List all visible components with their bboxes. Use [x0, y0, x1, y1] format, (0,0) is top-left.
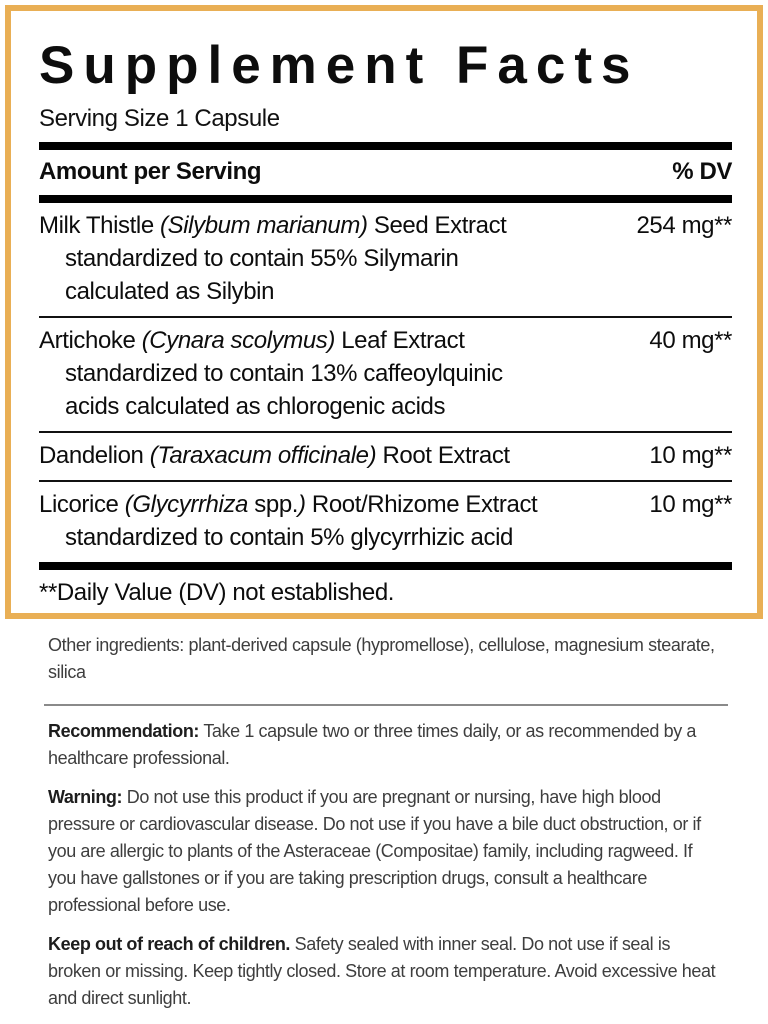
keep-out-of-reach-paragraph — [48, 931, 720, 1012]
ingredient-detail: acids calculated as chlorogenic acids — [65, 393, 446, 421]
ingredient-name: Licorice (Glycyrrhiza spp.) Root/Rhizome Extract — [39, 491, 538, 519]
ingredient-amount: 10 mg** — [649, 442, 732, 470]
ingredient-detail: standardized to contain 5% glycyrrhizic acid — [65, 524, 513, 552]
warning-label: Warning: — [48, 787, 123, 807]
other-ingredients: Other ingredients: plant-derived capsule (hypromellose), cellulose, magnesium stearate, silica — [48, 635, 715, 682]
thick-rule-top — [39, 142, 732, 150]
ingredient-name: Artichoke (Cynara scolymus) Leaf Extract — [39, 327, 465, 355]
table-row-licorice — [39, 482, 732, 562]
warning-paragraph — [48, 784, 720, 919]
panel-title: Supplement Facts — [39, 36, 640, 95]
amount-per-serving-header: Amount per Serving — [39, 158, 262, 186]
ingredient-name: Milk Thistle (Silybum marianum) Seed Extract — [39, 212, 507, 240]
table-row-milk-thistle — [39, 203, 732, 318]
ingredient-detail: calculated as Silybin — [65, 278, 275, 306]
keep-out-of-reach-label: Keep out of reach of children. — [48, 934, 291, 954]
recommendation-paragraph — [48, 718, 720, 772]
table-row-artichoke — [39, 318, 732, 433]
thick-rule-header — [39, 195, 732, 203]
label-body-text — [48, 632, 720, 1012]
ingredient-amount: 254 mg** — [636, 212, 732, 240]
warning-text: Do not use this product if you are pregnant or nursing, have high blood pressure or cardiovascular disease. Do not use if you have a bile duct obstruction, or if you are allergic to plants of the Asteraceae (Compositae) family, including ragweed. If you have gallstones or if you are taking prescription drugs, consult a healthcare professional before use. — [48, 787, 701, 915]
ingredient-detail: standardized to contain 55% Silymarin — [65, 245, 459, 273]
ingredient-amount: 10 mg** — [649, 491, 732, 519]
section-divider — [44, 704, 728, 706]
serving-size: Serving Size 1 Capsule — [39, 105, 280, 133]
ingredient-name: Dandelion (Taraxacum officinale) Root Extract — [39, 442, 510, 470]
supplement-facts-panel — [5, 5, 763, 619]
percent-dv-header: % DV — [672, 158, 732, 186]
table-header — [39, 150, 732, 195]
table-row-dandelion — [39, 433, 732, 482]
ingredient-amount: 40 mg** — [649, 327, 732, 355]
thick-rule-bottom — [39, 562, 732, 570]
ingredient-detail: standardized to contain 13% caffeoylquinic — [65, 360, 503, 388]
recommendation-text: Take 1 capsule two or three times daily, or as recommended by a healthcare professional. — [48, 721, 697, 768]
dv-footnote: **Daily Value (DV) not established. — [39, 579, 395, 607]
recommendation-label: Recommendation: — [48, 721, 200, 741]
keep-out-of-reach-text: Safety sealed with inner seal. Do not use if seal is broken or missing. Keep tightly closed. Store at room temperature. Avoid excessive heat and direct sunlight. — [48, 934, 716, 1008]
